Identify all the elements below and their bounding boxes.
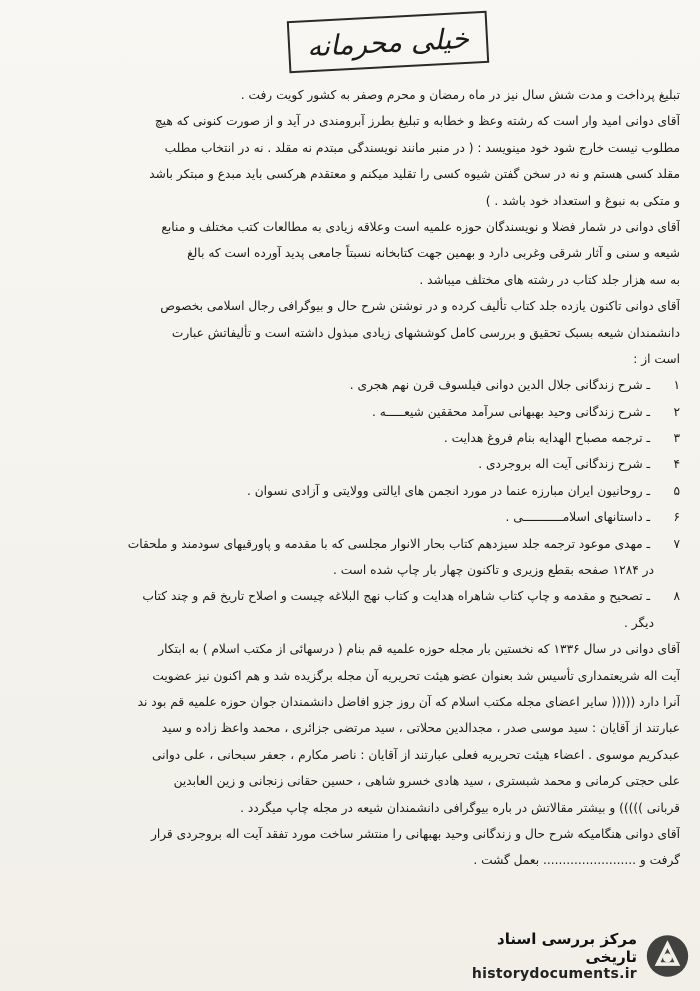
archive-watermark (460, 927, 690, 985)
text-line: آنرا دارد ((((( سایر اعضای مجله مکتب اسلام که آن روز جزو افاضل دانشمندان جوان حوزه علمیه قم بود ند (137, 694, 680, 709)
text-line: آقای دوانی در سال ۱۳۳۶ که نخستین بار مجله حوزه علمیه قم بنام ( درسهائی از مکتب اسلام ) به ابتکار (158, 642, 680, 657)
item-text: تصحیح و مقدمه و چاپ کتاب شاهراه هدایت و کتاب نهج البلاغه چیست و اصلاح تاریخ قم و چند کتاب (142, 589, 643, 604)
item-number: ۲ (673, 404, 680, 419)
document-body (22, 82, 680, 971)
item-text: ترجمه مصباح الهدایه بنام فروغ هدایت . (443, 431, 643, 446)
works-item-continued (22, 610, 680, 636)
works-list (22, 372, 680, 636)
item-number: ۳ (673, 431, 680, 446)
item-number: ۵ (673, 483, 680, 498)
works-item: ۸ ـ تصحیح و مقدمه و چاپ کتاب شاهراه هدایت و کتاب نهج البلاغه چیست و اصلاح تاریخ قم و چند کتاب (22, 583, 680, 609)
text-line: به سه هزار جلد کتاب در رشته های مختلف میباشد . (419, 272, 680, 287)
watermark-url: historydocuments.ir (471, 966, 638, 982)
item-text: شرح زندگانی آیت اله بروجردی . (478, 457, 643, 472)
paragraph-6 (22, 821, 680, 874)
item-text: روحانیون ایران مبارزه عنما در مورد انجمن های ایالتی وولایتی و آزادی نسوان . (246, 483, 643, 498)
text-line: تبلیغ پرداخت و مدت شش سال نیز در ماه رمضان و محرم وصفر به کشور کویت رفت . (240, 88, 680, 102)
watermark-text (460, 930, 637, 982)
text-line: شیعه و سنی و آثار شرقی وغربی دارد و بهمین جهت کتابخانه نسبتاً جامعی پدید آورده است که بالغ (187, 246, 680, 261)
works-item-continued (22, 557, 680, 583)
works-item: ۵ ـ روحانیون ایران مبارزه عنما در مورد انجمن های ایالتی وولایتی و آزادی نسوان . (22, 478, 680, 504)
item-text: داستانهای اسلامـــــــــــی . (505, 510, 643, 525)
text-line: آقای دوانی هنگامیکه شرح حال و زندگانی وحید بهبهانی را منتشر ساخت مورد تفقد آیت اله بروجردی قرار (150, 826, 680, 841)
text-line: مقلد کسی هستم و نه در سخن گفتن شیوه کسی را تقلید میکنم و معتقدم هرکسی باید مبدع و مبتکر باشد (149, 167, 680, 182)
text-line: است از : (633, 351, 680, 366)
text-line: قربانی ))))) و بیشتر مقالاتش در باره بیوگرافی دانشمندان شیعه در مجله چاپ میگردد . (240, 800, 680, 815)
text-line: مطلوب نیست خارج شود خود مینویسد : ( در منبر مانند نویسندگی مبتدم نه مقلد . نه در انتخاب مطلب (164, 140, 680, 155)
paragraph-5 (22, 636, 680, 821)
paragraph-4 (22, 293, 680, 372)
text-line: و متکی به نبوغ و استعداد خود باشد . ) (485, 193, 680, 208)
item-number: ۶ (673, 510, 680, 525)
item-text: شرح زندگانی جلال الدین دوانی فیلسوف قرن نهم هجری . (349, 378, 643, 393)
paragraph-3 (22, 214, 680, 293)
text-line: دانشمندان شیعه بسبک تحقیق و بررسی کامل کوششهای زیادی مبذول داشته است و تألیفاتش عبارت (171, 325, 680, 340)
works-item: ۲ ـ شرح زندگانی وحید بهبهانی سرآمد محققین شیعـــــه . (22, 399, 680, 425)
item-text: شرح زندگانی وحید بهبهانی سرآمد محققین شیعـــــه . (371, 404, 643, 419)
works-item: ۴ ـ شرح زندگانی آیت اله بروجردی . (22, 451, 680, 477)
works-item: ۷ ـ مهدی موعود ترجمه جلد سیزدهم کتاب بحار الانوار مجلسی که با مقدمه و پاورقیهای سودمند و ملحقات (22, 531, 680, 557)
text-line: آیت اله شریعتمداری تأسیس شد بعنوان عضو هیئت تحریریه آن مجله برگزیده شد و هم اکنون نیز عضویت (152, 668, 680, 683)
stamp-text: خیلی محرمانه (306, 21, 470, 63)
text-line: آقای دوانی امید وار است که رشته وعظ و خطابه و تبلیغ بطرز آبرومندی در آید و از صورت کنونی که هیچ (154, 114, 680, 129)
text-line: آقای دوانی در شمار فضلا و نویسندگان حوزه علمیه است وعلاقه زیادی به مطالعات کتب مختلف و منابع (161, 219, 680, 234)
item-text: در ۱۲۸۴ صفحه بقطع وزیری و تاکنون چهار بار چاپ شده است . (333, 563, 654, 578)
item-text: مهدی موعود ترجمه جلد سیزدهم کتاب بحار الانوار مجلسی که با مقدمه و پاورقیهای سودمند و ملحقات (127, 536, 643, 551)
paragraph-2 (22, 108, 680, 214)
works-item: ۱ ـ شرح زندگانی جلال الدین دوانی فیلسوف قرن نهم هجری . (22, 372, 680, 398)
paragraph-1 (22, 82, 680, 108)
watermark-title: مرکز بررسی اسناد تاریخی (497, 930, 638, 966)
item-number: ۱ (673, 378, 680, 393)
item-number: ۸ (673, 589, 680, 604)
text-line: عبدکریم موسوی . اعضاء هیئت تحریریه فعلی عبارتند از آقایان : ناصر مکارم ، جعفر سبحانی ، علی دوانی (151, 747, 680, 762)
item-number: ۷ (673, 536, 680, 551)
text-line: علی حجتی کرمانی و محمد شبستری ، سید هادی خسرو شاهی ، حسین حقانی زنجانی و زین العابدین (173, 774, 680, 789)
text-line: عبارتند از آقایان : سید موسی صدر ، مجدالدین محلاتی ، سید مرتضی جزائری ، محمد واعظ زاده و سید (161, 721, 680, 736)
works-item: ۳ ـ ترجمه مصباح الهدایه بنام فروغ هدایت . (22, 425, 680, 451)
classification-stamp (287, 11, 489, 73)
works-item: ۶ ـ داستانهای اسلامـــــــــــی . (22, 504, 680, 530)
item-text: دیگر . (623, 615, 654, 630)
text-line: آقای دوانی تاکنون یازده جلد کتاب تألیف کرده و در نوشتن شرح حال و بیوگرافی رجال اسلامی بخصوص (160, 299, 680, 314)
item-number: ۴ (673, 457, 680, 472)
text-line: گرفت و ........................ بعمل گشت . (473, 853, 680, 868)
archive-logo-icon (645, 931, 690, 981)
